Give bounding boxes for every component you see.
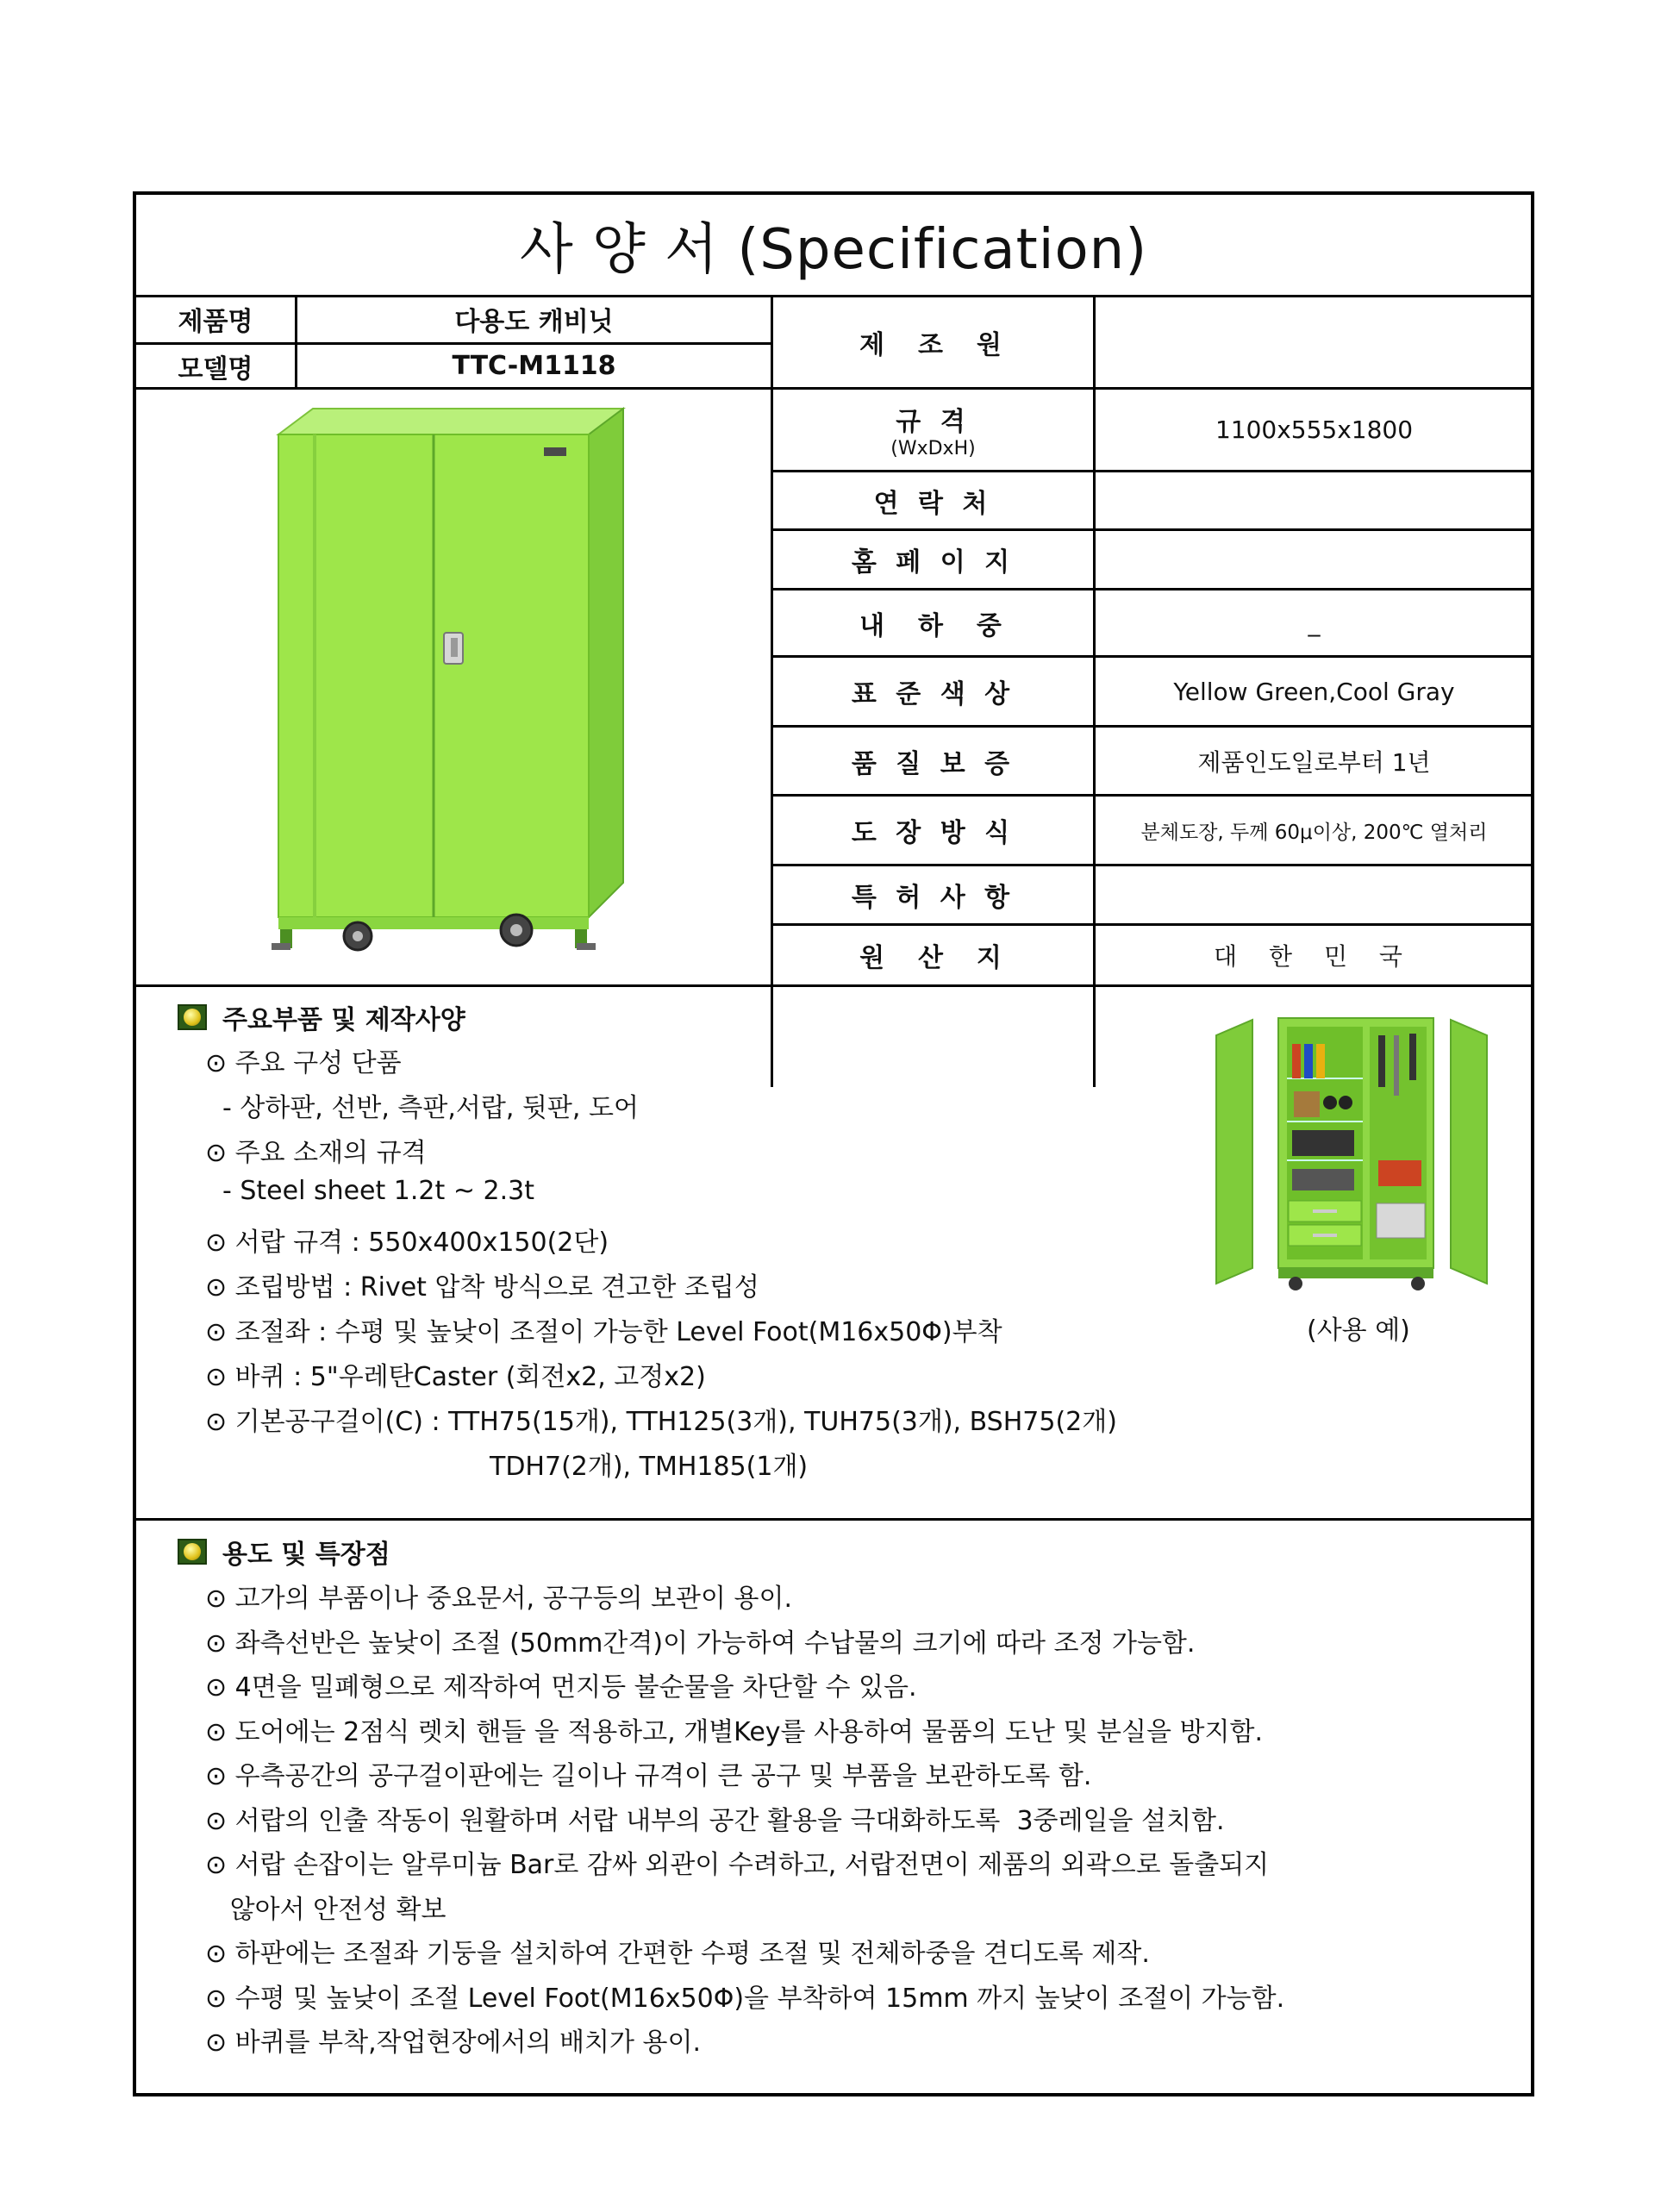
spec-label-text: 규 격	[896, 407, 971, 437]
parts-line: ⊙ 바퀴 : 5"우레탄Caster (회전x2, 고정x2)	[205, 1362, 706, 1392]
parts-section-heading: 주요부품 및 제작사양	[178, 998, 465, 1036]
cabinet-image	[261, 400, 709, 952]
parts-line: ⊙ 주요 소재의 규격	[205, 1138, 427, 1168]
model-label: 모델명	[178, 353, 253, 384]
feature-line: ⊙ 우측공간의 공구걸이판에는 길이나 규격이 큰 공구 및 부품을 보관하도록 함.	[205, 1761, 1092, 1791]
feature-line: ⊙ 서랍 손잡이는 알루미늄 Bar로 감싸 외관이 수려하고, 서랍전면이 제품의 외곽으로 돌출되지	[205, 1850, 1270, 1880]
cabinet-usage-example-image	[1209, 1009, 1494, 1294]
spec-label-text: 내 하 중	[859, 610, 1007, 641]
spec-label	[773, 472, 1093, 528]
parts-line: ⊙ 조립방법 : Rivet 압착 방식으로 견고한 조립성	[205, 1272, 759, 1303]
spec-sheet	[133, 191, 1534, 2096]
spec-value: _	[1308, 609, 1321, 637]
spec-value	[1096, 531, 1533, 588]
spec-label	[773, 926, 1093, 984]
product-name-label: 제품명	[178, 306, 253, 337]
product-name-value: 다용도 캐비닛	[454, 306, 614, 337]
spec-label-text: 도 장 방 식	[851, 818, 1015, 848]
features-section-heading: 용도 및 특장점	[178, 1533, 390, 1571]
spec-value	[1096, 866, 1533, 923]
spec-label	[773, 728, 1093, 794]
spec-value	[1096, 297, 1533, 387]
model-value: TTC-M1118	[452, 351, 616, 381]
parts-line: ⊙ 서랍 규격 : 550x400x150(2단)	[205, 1228, 609, 1258]
spec-value: Yellow Green,Cool Gray	[1173, 677, 1455, 706]
section-bullet-icon	[178, 1539, 207, 1565]
spec-label-text: 표 준 색 상	[851, 679, 1015, 709]
spec-label	[773, 297, 1093, 387]
parts-line: ⊙ 조절좌 : 수평 및 높낮이 조절이 가능한 Level Foot(M16x50Φ)부착	[205, 1317, 1002, 1347]
parts-line: ⊙ 기본공구걸이(C) : TTH75(15개), TTH125(3개), TUH75(3개), BSH75(2개)	[205, 1407, 1117, 1437]
spec-value	[1096, 472, 1533, 528]
parts-line: - 상하판, 선반, 측판,서랍, 뒷판, 도어	[222, 1093, 639, 1123]
spec-value: 분체도장, 두께 60μ이상, 200℃ 열처리	[1140, 821, 1488, 844]
feature-line: ⊙ 수평 및 높낮이 조절 Level Foot(M16x50Φ)을 부착하여 15mm 까지 높낮이 조절이 가능함.	[205, 1983, 1285, 2014]
spec-label-text: 원 산 지	[859, 943, 1007, 973]
feature-line: ⊙ 좌측선반은 높낮이 조절 (50mm간격)이 가능하여 수납물의 크기에 따라 조정 가능함.	[205, 1628, 1196, 1659]
spec-value: 대 한 민 국	[1214, 942, 1415, 971]
spec-sublabel: (WxDxH)	[890, 438, 976, 459]
spec-label	[773, 797, 1093, 864]
spec-value: 1100x555x1800	[1215, 416, 1414, 444]
feature-line: 않아서 안전성 확보	[205, 1894, 447, 1925]
page-title: 사 양 서 (Specification)	[136, 195, 1531, 297]
spec-label-text: 품 질 보 증	[851, 748, 1015, 779]
spec-label	[773, 590, 1093, 655]
spec-value: 제품인도일로부터 1년	[1197, 747, 1431, 777]
spec-label-text: 제 조 원	[859, 330, 1007, 360]
feature-line: ⊙ 하판에는 조절좌 기둥을 설치하여 간편한 수평 조절 및 전체하중을 견디도록 제작.	[205, 1939, 1150, 1969]
spec-label	[773, 531, 1093, 588]
spec-label-text: 연 락 처	[873, 488, 993, 519]
spec-label-text: 홈 페 이 지	[851, 547, 1015, 578]
parts-line: ⊙ 주요 구성 단품	[205, 1048, 402, 1078]
feature-line: ⊙ 바퀴를 부착,작업현장에서의 배치가 용이.	[205, 2028, 702, 2058]
parts-line: TDH7(2개), TMH185(1개)	[490, 1452, 809, 1482]
spec-label	[773, 390, 1093, 470]
feature-line: ⊙ 고가의 부품이나 중요문서, 공구등의 보관이 용이.	[205, 1584, 793, 1614]
spec-label	[773, 658, 1093, 725]
section-bullet-icon	[178, 1004, 207, 1030]
spec-label	[773, 866, 1093, 923]
spec-label-text: 특 허 사 항	[851, 883, 1015, 913]
feature-line: ⊙ 도어에는 2점식 렛치 핸들 을 적용하고, 개별Key를 사용하여 물품의 도난 및 분실을 방지함.	[205, 1716, 1263, 1747]
feature-line: ⊙ 서랍의 인출 작동이 원활하며 서랍 내부의 공간 활용을 극대화하도록 3중레일을 설치함.	[205, 1805, 1225, 1836]
parts-line: - Steel sheet 1.2t ~ 2.3t	[222, 1176, 534, 1206]
feature-line: ⊙ 4면을 밀폐형으로 제작하여 먼지등 불순물을 차단할 수 있음.	[205, 1672, 917, 1703]
usage-example-caption: (사용 예)	[1307, 1315, 1410, 1346]
